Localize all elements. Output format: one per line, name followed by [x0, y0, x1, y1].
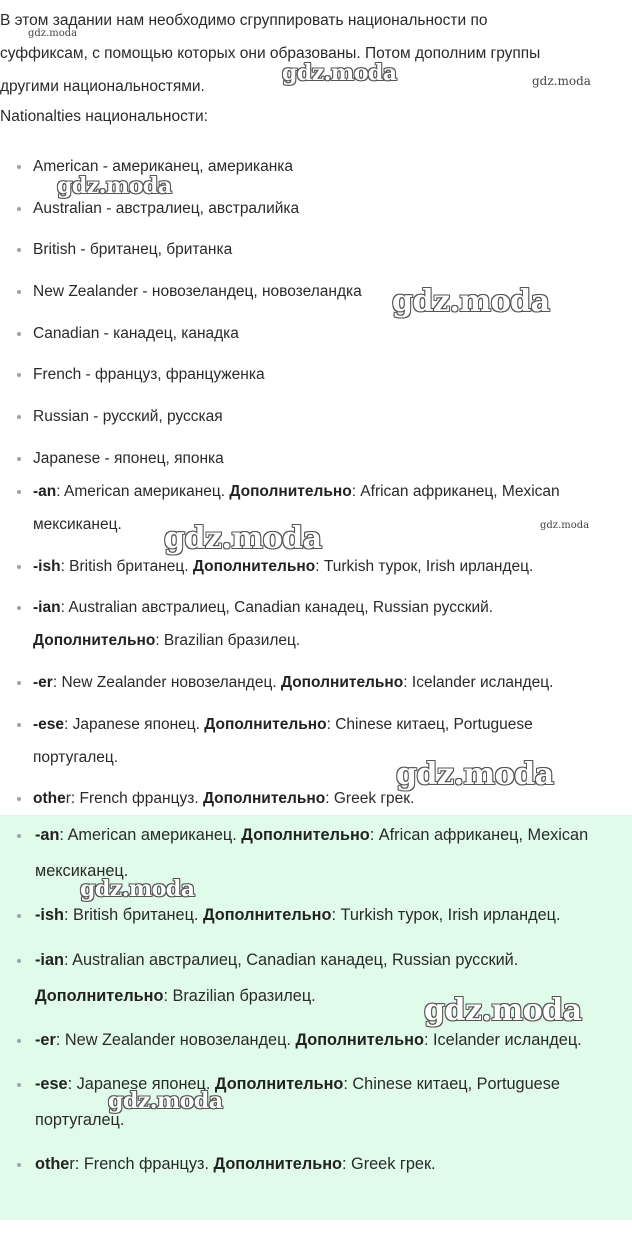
- bullet-icon: [17, 1039, 21, 1043]
- suffix-groups-highlight-list: [35, 817, 615, 1191]
- suffix-group-item: -ian: Australian австралиец, Canadian канадец, Russian русский. Дополнительно: Brazilian бразилец.: [35, 942, 615, 1014]
- list-item: Canadian - канадец, канадка: [33, 317, 613, 350]
- watermark: gdz.moda: [532, 74, 591, 88]
- nationalities-list: [33, 150, 613, 484]
- suffix-group-item: -ian: Australian австралиец, Canadian канадец, Russian русский. Дополнительно: Brazilian бразилец.: [33, 591, 613, 657]
- bullet-icon: [17, 834, 21, 838]
- bullet-icon: [17, 290, 21, 294]
- suffix-group-item: -er: New Zealander новозеландец. Дополнительно: Icelander исландец.: [33, 666, 613, 699]
- suffix-groups-list: [33, 475, 613, 824]
- section-label: Nationalties национальности:: [0, 108, 208, 125]
- watermark: gdz.moda: [80, 876, 195, 902]
- watermark: gdz.moda: [392, 284, 550, 319]
- bullet-icon: [17, 332, 21, 336]
- bullet-icon: [17, 373, 21, 377]
- list-item: Russian - русский, русская: [33, 400, 613, 433]
- list-item: New Zealander - новозеландец, новозеландка: [33, 275, 613, 308]
- bullet-icon: [17, 565, 21, 569]
- list-item: Australian - австралиец, австралийка: [33, 192, 613, 225]
- bullet-icon: [17, 490, 21, 494]
- watermark: gdz.moda: [28, 28, 78, 39]
- suffix-group-item: -ese: Japanese японец. Дополнительно: Chinese китаец, Portuguese португалец.: [35, 1066, 615, 1138]
- intro-line: В этом задании нам необходимо сгруппировать национальности по: [0, 12, 488, 29]
- bullet-icon: [17, 606, 21, 610]
- intro-paragraph: [0, 4, 612, 103]
- suffix-group-item: -an: American американец. Дополнительно: African африканец, Mexican мексиканец.: [35, 817, 615, 889]
- watermark: gdz.moda: [540, 520, 590, 531]
- watermark: gdz.moda: [57, 173, 172, 199]
- bullet-icon: [17, 248, 21, 252]
- list-item: British - британец, британка: [33, 233, 613, 266]
- bullet-icon: [17, 797, 21, 801]
- bullet-icon: [17, 959, 21, 963]
- bullet-icon: [17, 207, 21, 211]
- list-item: Japanese - японец, японка: [33, 442, 613, 475]
- list-item: French - француз, француженка: [33, 358, 613, 391]
- watermark: gdz.moda: [164, 521, 322, 556]
- watermark: gdz.moda: [108, 1088, 223, 1114]
- bullet-icon: [17, 681, 21, 685]
- suffix-group-item: -er: New Zealander новозеландец. Дополнительно: Icelander исландец.: [35, 1022, 615, 1058]
- bullet-icon: [17, 723, 21, 727]
- list-item: American - американец, американка: [33, 150, 613, 183]
- bullet-icon: [17, 457, 21, 461]
- suffix-group-item: -an: American американец. Дополнительно: African африканец, Mexican мексиканец.: [33, 475, 613, 541]
- suffix-group-item: -ese: Japanese японец. Дополнительно: Chinese китаец, Portuguese португалец.: [33, 708, 613, 774]
- suffix-group-item: -ish: British британец. Дополнительно: Turkish турок, Irish ирландец.: [35, 897, 615, 933]
- watermark: gdz.moda: [424, 993, 582, 1028]
- suffix-group-item: -ish: British британец. Дополнительно: Turkish турок, Irish ирландец.: [33, 550, 613, 583]
- intro-line: суффиксам, с помощью которых они образованы. Потом дополним группы: [0, 45, 541, 62]
- watermark: gdz.moda: [396, 757, 554, 792]
- suffix-group-item: other: French француз. Дополнительно: Greek грек.: [33, 782, 613, 815]
- intro-line: другими национальностями.: [0, 78, 205, 95]
- bullet-icon: [17, 165, 21, 169]
- bullet-icon: [17, 415, 21, 419]
- watermark: gdz.moda: [282, 60, 397, 86]
- suffix-group-item: other: French француз. Дополнительно: Greek грек.: [35, 1146, 615, 1182]
